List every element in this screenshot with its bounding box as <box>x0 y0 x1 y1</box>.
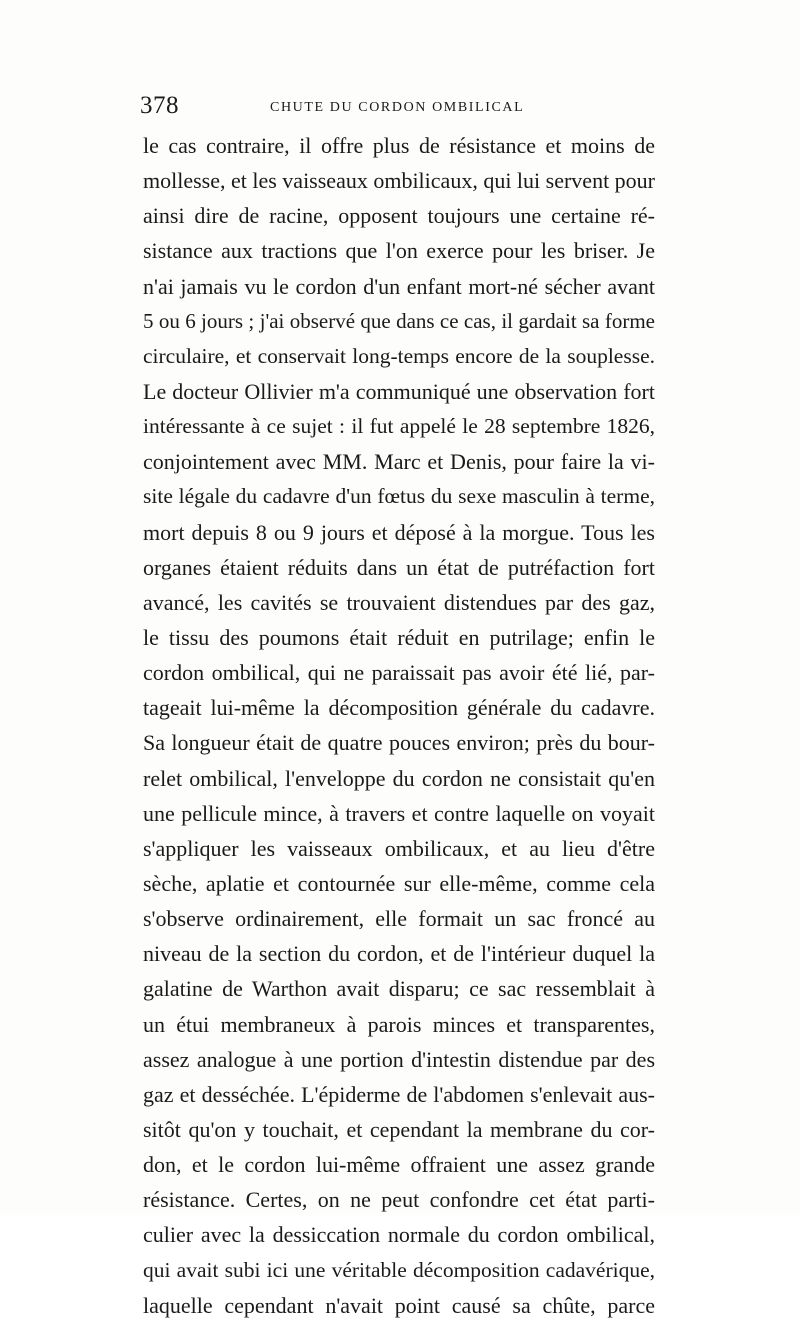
page-number: 378 <box>140 92 179 119</box>
text-line: ainsi dire de racine, opposent toujours une certaine ré- <box>143 203 655 229</box>
text-line: organes étaient réduits dans un état de putréfaction fort <box>143 554 655 580</box>
text-line: site légale du cadavre d'un fœtus du sexe masculin à terme, <box>143 484 655 509</box>
text-line: mollesse, et les vaisseaux ombilicaux, qui lui servent pour <box>143 168 655 194</box>
text-line: s'appliquer les vaisseaux ombilicaux, et au lieu d'être <box>143 835 655 861</box>
body-text <box>143 128 655 1323</box>
text-line: le tissu des poumons était réduit en putrilage; enfin le <box>143 624 655 650</box>
text-line: qui avait subi ici une véritable décomposition cadavérique, <box>143 1257 655 1282</box>
text-line: un étui membraneux à parois minces et transparentes, <box>143 1011 655 1037</box>
text-line: don, et le cordon lui-même offraient une assez grande <box>143 1152 655 1178</box>
text-line: gaz et desséchée. L'épiderme de l'abdomen s'enlevait aus- <box>143 1081 655 1107</box>
text-line: mort depuis 8 ou 9 jours et déposé à la morgue. Tous les <box>143 519 655 545</box>
text-line: Sa longueur était de quatre pouces environ; près du bour- <box>143 730 655 756</box>
text-line: galatine de Warthon avait disparu; ce sac ressemblait à <box>143 976 655 1002</box>
running-head: CHUTE DU CORDON OMBILICAL <box>270 100 525 115</box>
text-line: conjointement avec MM. Marc et Denis, pour faire la vi- <box>143 449 655 475</box>
text-line: n'ai jamais vu le cordon d'un enfant mort-né sécher avant <box>143 273 655 299</box>
text-line: intéressante à ce sujet : il fut appelé le 28 septembre 1826, <box>143 414 655 439</box>
text-line: sèche, aplatie et contournée sur elle-même, comme cela <box>143 870 655 896</box>
text-line: avancé, les cavités se trouvaient distendues par des gaz, <box>143 589 655 615</box>
page-header <box>140 92 660 122</box>
text-line: cordon ombilical, qui ne paraissait pas avoir été lié, par- <box>143 660 655 686</box>
text-line: tageait lui-même la décomposition générale du cadavre. <box>143 695 655 721</box>
text-line: culier avec la dessiccation normale du cordon ombilical, <box>143 1222 655 1248</box>
text-line: une pellicule mince, à travers et contre laquelle on voyait <box>143 800 655 826</box>
text-line: Le docteur Ollivier m'a communiqué une observation fort <box>143 378 655 404</box>
text-line: niveau de la section du cordon, et de l'intérieur duquel la <box>143 941 655 967</box>
text-line: sistance aux tractions que l'on exerce pour les briser. Je <box>143 238 655 264</box>
text-line: laquelle cependant n'avait point causé sa chûte, parce <box>143 1292 655 1318</box>
text-line: 5 ou 6 jours ; j'ai observé que dans ce cas, il gardait sa forme <box>143 308 655 333</box>
text-line: s'observe ordinairement, elle formait un sac froncé au <box>143 906 655 932</box>
text-line: le cas contraire, il offre plus de résistance et moins de <box>143 133 655 158</box>
text-line: relet ombilical, l'enveloppe du cordon ne consistait qu'en <box>143 765 655 791</box>
text-line: sitôt qu'on y touchait, et cependant la membrane du cor- <box>143 1116 655 1142</box>
text-line: assez analogue à une portion d'intestin distendue par des <box>143 1046 655 1072</box>
text-line: circulaire, et conservait long-temps encore de la souplesse. <box>143 343 655 368</box>
text-line: résistance. Certes, on ne peut confondre cet état parti- <box>143 1187 655 1213</box>
